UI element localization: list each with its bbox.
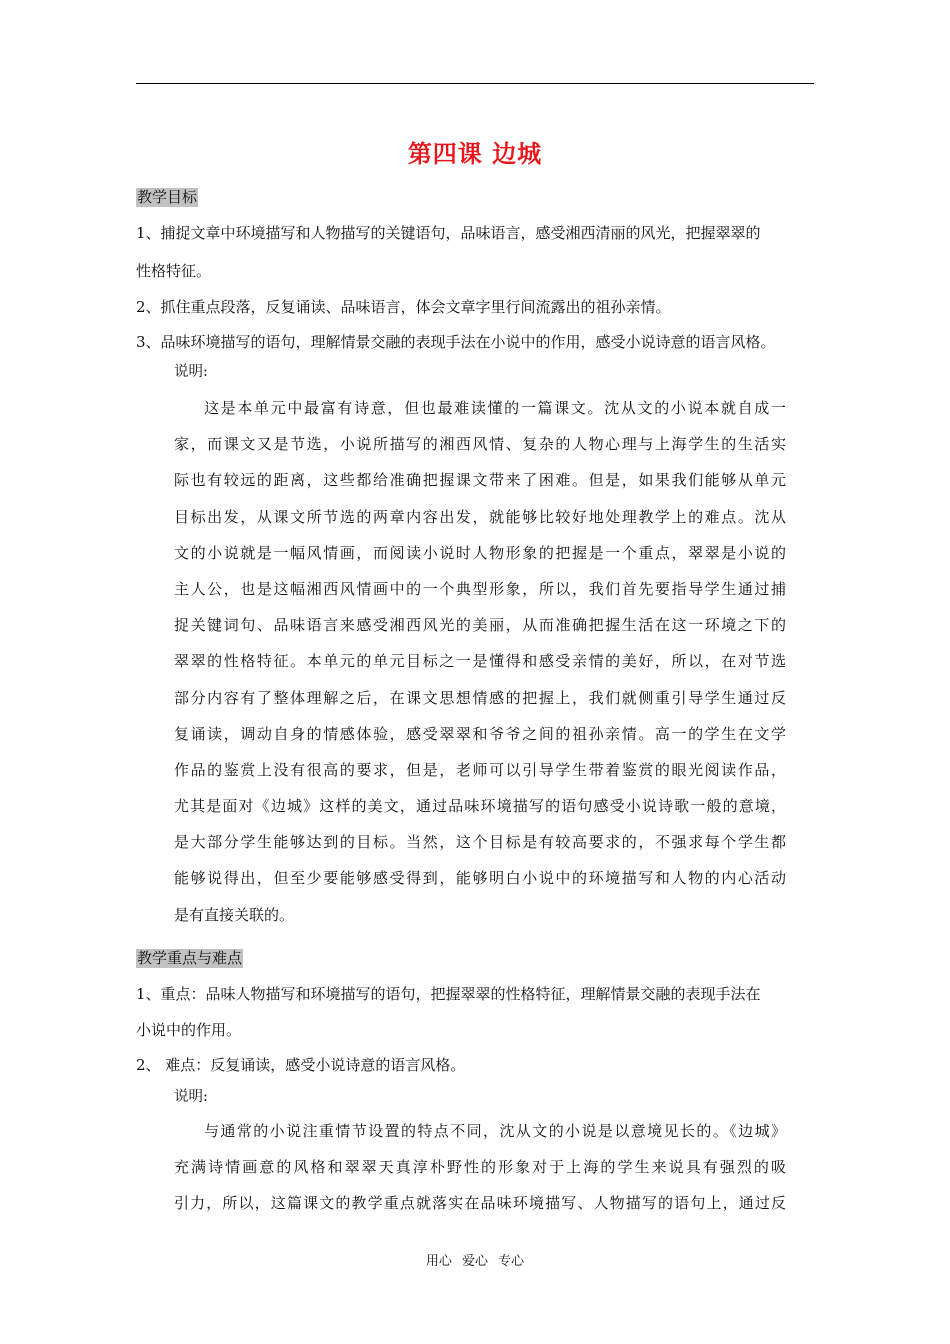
note-line: 翠翠的性格特征。本单元的单元目标之一是懂得和感受亲情的美好，所以，在对节选 [174, 652, 786, 671]
note-line: 这是本单元中最富有诗意，但也最难读懂的一篇课文。沈从文的小说本就自成一 [204, 399, 786, 417]
objective-line-4: 3、品味环境描写的语句，理解情景交融的表现手法在小说中的作用，感受小说诗意的语言风格。 [136, 333, 776, 351]
objective-line-2: 性格特征。 [136, 262, 212, 280]
note-line: 充满诗情画意的风格和翠翠天真淳朴野性的形象对于上海的学生来说具有强烈的吸 [174, 1158, 786, 1177]
header-rule [136, 83, 814, 84]
section-heading-key-points: 教学重点与难点 [137, 949, 243, 967]
note-label-2: 说明: [174, 1089, 208, 1105]
key-point-line-2: 小说中的作用。 [136, 1021, 242, 1039]
note-line: 目标出发，从课文所节选的两章内容出发，就能够比较好地处理教学上的难点。沈从 [174, 507, 786, 526]
page-footer: 用心 爱心 专心 [425, 1254, 525, 1269]
note-line: 是有直接关联的。 [174, 905, 295, 924]
note-line: 引力，所以，这篇课文的教学重点就落实在品味环境描写、人物描写的语句上，通过反 [174, 1194, 786, 1213]
note-line: 际也有较远的距离，这些都给准确把握课文带来了困难。但是，如果我们能够从单元 [174, 471, 786, 490]
section-heading-objectives: 教学目标 [137, 188, 198, 206]
key-point-line-3: 2、 难点：反复诵读，感受小说诗意的语言风格。 [136, 1056, 466, 1074]
objective-line-1: 1、捕捉文章中环境描写和人物描写的关键语句，品味语言，感受湘西清丽的风光，把握翠翠的 [136, 224, 761, 242]
note-line: 部分内容有了整体理解之后，在课文思想情感的把握上，我们就侧重引导学生通过反 [174, 688, 786, 707]
note-label-1: 说明: [174, 364, 208, 380]
note-line: 能够说得出，但至少要能够感受得到，能够明白小说中的环境描写和人物的内心活动 [174, 869, 786, 888]
note-paragraph-2 [174, 1121, 786, 1230]
note-paragraph-1 [174, 398, 786, 941]
note-line: 是大部分学生能够达到的目标。当然，这个目标是有较高要求的，不强求每个学生都 [174, 833, 786, 852]
note-line: 作品的鉴赏上没有很高的要求，但是，老师可以引导学生带着鉴赏的眼光阅读作品， [174, 760, 786, 779]
note-line: 文的小说就是一幅风情画，而阅读小说时人物形象的把握是一个重点，翠翠是小说的 [174, 543, 786, 562]
note-line: 主人公，也是这幅湘西风情画中的一个典型形象，所以，我们首先要指导学生通过捕 [174, 579, 786, 598]
objective-line-3: 2、抓住重点段落，反复诵读、品味语言，体会文章字里行间流露出的祖孙亲情。 [136, 298, 671, 316]
page-title: 第四课 边城 [407, 140, 543, 168]
note-line: 尤其是面对《边城》这样的美文，通过品味环境描写的语句感受小说诗歌一般的意境， [174, 797, 786, 816]
key-point-line-1: 1、重点：品味人物描写和环境描写的语句，把握翠翠的性格特征，理解情景交融的表现手法在 [136, 985, 761, 1003]
note-line: 与通常的小说注重情节设置的特点不同，沈从文的小说是以意境见长的。《边城》 [204, 1122, 786, 1140]
note-line: 家，而课文又是节选，小说所描写的湘西风情、复杂的人物心理与上海学生的生活实 [174, 435, 786, 454]
note-line: 复诵读，调动自身的情感体验，感受翠翠和爷爷之间的祖孙亲情。高一的学生在文学 [174, 724, 786, 743]
note-line: 捉关键词句、品味语言来感受湘西风光的美丽，从而准确把握生活在这一环境之下的 [174, 616, 786, 635]
